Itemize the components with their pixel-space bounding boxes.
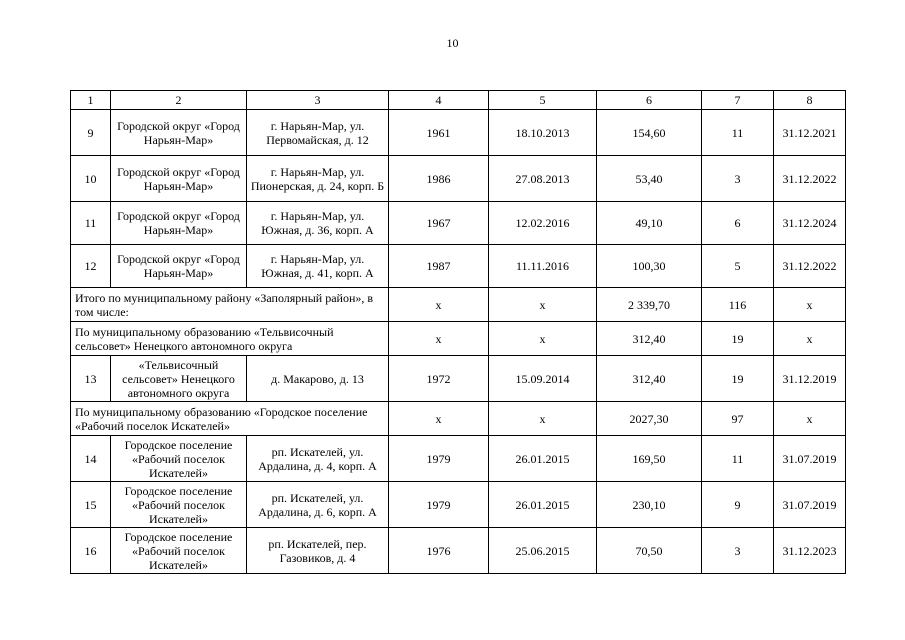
people-cell: 19	[702, 322, 774, 356]
row-number: 11	[71, 202, 111, 245]
date-cell: 26.01.2015	[489, 436, 597, 482]
date-cell: 25.06.2015	[489, 528, 597, 574]
area-cell: 169,50	[597, 436, 702, 482]
municipality-cell: Городской округ «Город Нарьян-Мар»	[111, 245, 247, 288]
date-cell: 18.10.2013	[489, 110, 597, 156]
year-cell: 1972	[389, 356, 489, 402]
area-cell: 2027,30	[597, 402, 702, 436]
header-cell: 2	[111, 91, 247, 110]
header-cell: 5	[489, 91, 597, 110]
year-cell: 1967	[389, 202, 489, 245]
area-cell: 49,10	[597, 202, 702, 245]
address-cell: г. Нарьян-Мар, ул. Первомайская, д. 12	[247, 110, 389, 156]
year-cell: 1979	[389, 482, 489, 528]
people-cell: 11	[702, 436, 774, 482]
summary-label: По муниципальному образованию «Тельвисочный сельсовет» Ненецкого автономного округа	[71, 322, 389, 356]
address-cell: д. Макарово, д. 13	[247, 356, 389, 402]
area-cell: 154,60	[597, 110, 702, 156]
address-cell: г. Нарьян-Мар, ул. Южная, д. 36, корп. А	[247, 202, 389, 245]
municipality-cell: «Тельвисочный сельсовет» Ненецкого автономного округа	[111, 356, 247, 402]
header-cell: 6	[597, 91, 702, 110]
people-cell: 6	[702, 202, 774, 245]
summary-label: По муниципальному образованию «Городское поселение «Рабочий поселок Искателей»	[71, 402, 389, 436]
municipality-cell: Городской округ «Город Нарьян-Мар»	[111, 110, 247, 156]
area-cell: 312,40	[597, 356, 702, 402]
row-number: 16	[71, 528, 111, 574]
people-cell: 5	[702, 245, 774, 288]
table-row	[71, 436, 846, 482]
row-number: 14	[71, 436, 111, 482]
municipality-cell: Городское поселение «Рабочий поселок Искателей»	[111, 482, 247, 528]
deadline-cell: 31.12.2022	[774, 245, 846, 288]
area-cell: 230,10	[597, 482, 702, 528]
year-cell: x	[389, 322, 489, 356]
column-numbers-row	[71, 91, 846, 110]
year-cell: 1961	[389, 110, 489, 156]
address-cell: г. Нарьян-Мар, ул. Южная, д. 41, корп. А	[247, 245, 389, 288]
area-cell: 312,40	[597, 322, 702, 356]
people-cell: 9	[702, 482, 774, 528]
year-cell: 1979	[389, 436, 489, 482]
area-cell: 100,30	[597, 245, 702, 288]
table-row	[71, 202, 846, 245]
area-cell: 53,40	[597, 156, 702, 202]
deadline-cell: 31.07.2019	[774, 436, 846, 482]
row-number: 12	[71, 245, 111, 288]
deadline-cell: 31.12.2022	[774, 156, 846, 202]
deadline-cell: 31.12.2024	[774, 202, 846, 245]
header-cell: 7	[702, 91, 774, 110]
table-row	[71, 356, 846, 402]
deadline-cell: x	[774, 402, 846, 436]
summary-row	[71, 402, 846, 436]
deadline-cell: 31.07.2019	[774, 482, 846, 528]
area-cell: 2 339,70	[597, 288, 702, 322]
people-cell: 97	[702, 402, 774, 436]
date-cell: x	[489, 288, 597, 322]
date-cell: 11.11.2016	[489, 245, 597, 288]
table-row	[71, 528, 846, 574]
people-cell: 3	[702, 156, 774, 202]
date-cell: x	[489, 322, 597, 356]
deadline-cell: x	[774, 322, 846, 356]
year-cell: 1986	[389, 156, 489, 202]
page-number: 10	[446, 36, 459, 50]
row-number: 15	[71, 482, 111, 528]
municipality-cell: Городское поселение «Рабочий поселок Искателей»	[111, 528, 247, 574]
municipality-cell: Городской округ «Город Нарьян-Мар»	[111, 202, 247, 245]
people-cell: 116	[702, 288, 774, 322]
address-cell: г. Нарьян-Мар, ул. Пионерская, д. 24, корп. Б	[247, 156, 389, 202]
year-cell: 1976	[389, 528, 489, 574]
people-cell: 19	[702, 356, 774, 402]
summary-row	[71, 322, 846, 356]
header-cell: 3	[247, 91, 389, 110]
year-cell: 1987	[389, 245, 489, 288]
year-cell: x	[389, 288, 489, 322]
table-row	[71, 156, 846, 202]
address-cell: рп. Искателей, пер. Газовиков, д. 4	[247, 528, 389, 574]
area-cell: 70,50	[597, 528, 702, 574]
header-cell: 8	[774, 91, 846, 110]
date-cell: x	[489, 402, 597, 436]
deadline-cell: 31.12.2019	[774, 356, 846, 402]
summary-label: Итого по муниципальному району «Заполярный район», в том числе:	[71, 288, 389, 322]
municipality-cell: Городской округ «Город Нарьян-Мар»	[111, 156, 247, 202]
date-cell: 27.08.2013	[489, 156, 597, 202]
housing-table	[70, 90, 846, 574]
people-cell: 3	[702, 528, 774, 574]
municipality-cell: Городское поселение «Рабочий поселок Искателей»	[111, 436, 247, 482]
row-number: 9	[71, 110, 111, 156]
summary-row	[71, 288, 846, 322]
date-cell: 15.09.2014	[489, 356, 597, 402]
address-cell: рп. Искателей, ул. Ардалина, д. 4, корп. А	[247, 436, 389, 482]
year-cell: x	[389, 402, 489, 436]
table-row	[71, 245, 846, 288]
address-cell: рп. Искателей, ул. Ардалина, д. 6, корп. А	[247, 482, 389, 528]
row-number: 10	[71, 156, 111, 202]
row-number: 13	[71, 356, 111, 402]
people-cell: 11	[702, 110, 774, 156]
table-row	[71, 110, 846, 156]
header-cell: 1	[71, 91, 111, 110]
date-cell: 12.02.2016	[489, 202, 597, 245]
table-row	[71, 482, 846, 528]
deadline-cell: x	[774, 288, 846, 322]
header-cell: 4	[389, 91, 489, 110]
date-cell: 26.01.2015	[489, 482, 597, 528]
deadline-cell: 31.12.2021	[774, 110, 846, 156]
deadline-cell: 31.12.2023	[774, 528, 846, 574]
